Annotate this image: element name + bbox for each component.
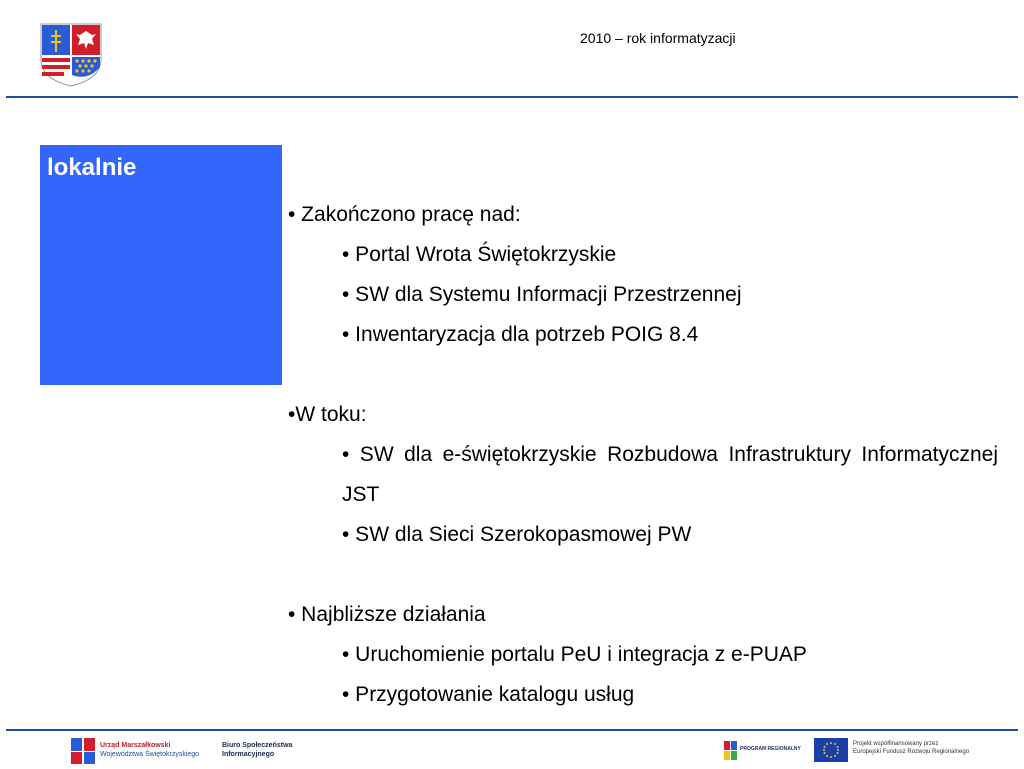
program-regionalny-logo	[724, 739, 804, 763]
footer-divider	[6, 729, 1018, 731]
spacer	[288, 555, 998, 595]
list-subitem: • SW dla Systemu Informacji Przestrzennej	[342, 283, 742, 306]
footer	[0, 734, 1024, 768]
footer-eu-fund-line1: Projekt współfinansowany przez	[853, 741, 939, 747]
list-subitem: • SW dla Sieci Szerokopasmowej PW	[342, 523, 692, 546]
footer-bureau-line2: Informacyjnego	[222, 751, 275, 758]
section-title: lokalnie	[47, 154, 137, 181]
list-subitem: • Uruchomienie portalu PeU i integracja z e-PUAP	[342, 643, 807, 666]
coat-of-arms-logo	[40, 23, 102, 87]
footer-bureau-line1: Biuro Społeczeństwa	[222, 742, 293, 749]
list-subitem: • Portal Wrota Świętokrzyskie	[342, 243, 617, 266]
list-item: •W toku:	[288, 403, 367, 426]
footer-bureau-name	[222, 741, 292, 759]
spacer	[288, 355, 998, 395]
list-subitem: • SW dla e-świętokrzyskie Rozbudowa Infrastruktury Informatycznej JST	[342, 443, 998, 506]
list-item: • Najbliższe działania	[288, 603, 486, 626]
footer-office-line2: Województwa Świętokrzyskiego	[100, 751, 200, 758]
footer-coat-of-arms-logo	[71, 738, 95, 764]
list-subitem: • Przygotowanie katalogu usług	[342, 683, 635, 706]
header-divider	[6, 96, 1018, 98]
header-title: 2010 – rok informatyzacji	[580, 30, 736, 46]
section-box	[40, 145, 282, 385]
footer-office-line1: Urząd Marszałkowski	[100, 742, 171, 749]
eu-flag-icon	[814, 738, 848, 762]
footer-office-name	[100, 741, 199, 759]
list-item: • Zakończono pracę nad:	[288, 203, 521, 226]
footer-eu-fund-text	[853, 740, 969, 756]
list-subitem: • Inwentaryzacja dla potrzeb POIG 8.4	[342, 323, 699, 346]
footer-eu-fund-line2: Europejski Fundusz Rozwoju Regionalnego	[853, 749, 970, 755]
program-label: PROGRAM REGIONALNY	[740, 746, 801, 752]
content-list	[288, 195, 998, 715]
